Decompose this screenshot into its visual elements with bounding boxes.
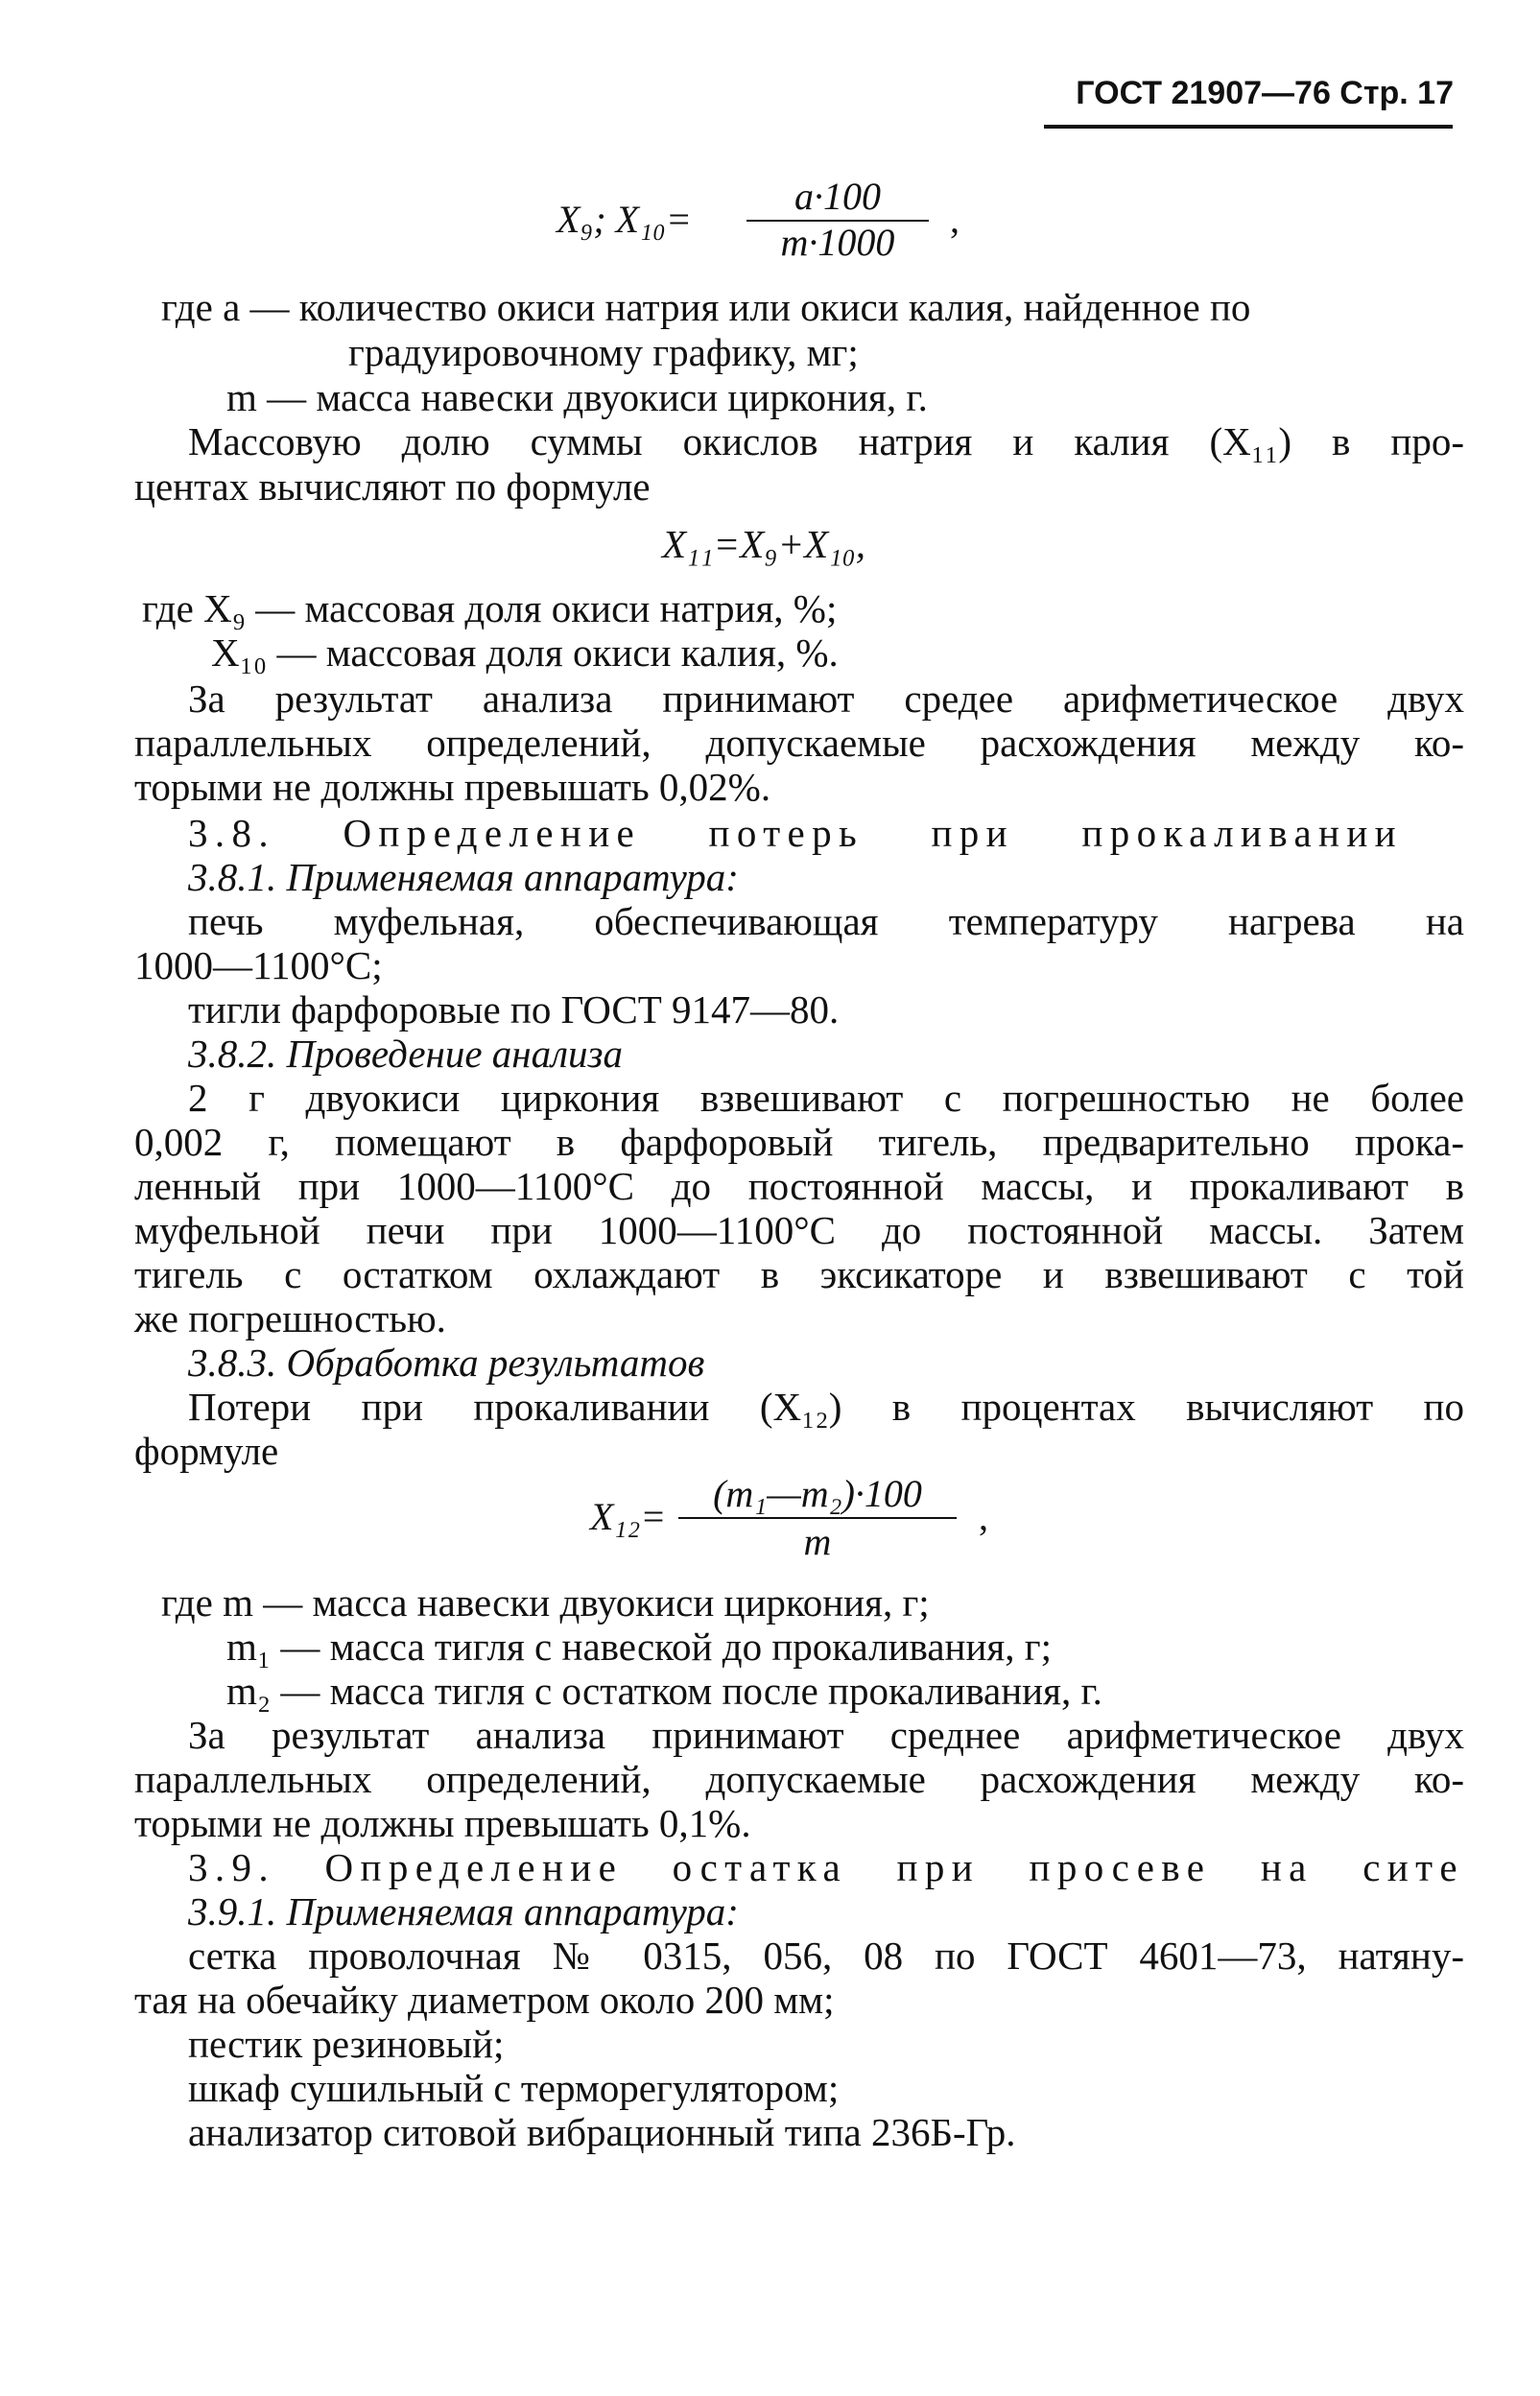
where-a-line1: где a — количество окиси натрия или окиси калия, найденное по (161, 285, 1251, 329)
section-3-9-1-line4: шкаф сушильный с терморегулятором; (188, 2066, 840, 2110)
formula-tail: , (950, 198, 960, 241)
section-3-8-3-line2: формуле (134, 1429, 279, 1473)
section-3-9-1-heading: 3.9.1. Применяемая аппаратура: (188, 1889, 739, 1933)
formula-x11: X₁₁=X₉+X₁₀, (662, 522, 865, 566)
section-3-8-1-line3: тигли фарфоровые по ГОСТ 9147—80. (188, 987, 840, 1032)
result1-line3: торыми не должны превышать 0,02%. (134, 765, 771, 809)
formula-denominator: m (803, 1520, 832, 1563)
section-3-9-1-line2: тая на обечайку диаметром около 200 мм; (134, 1978, 835, 2022)
where-m-line1: m — масса навески двуокиси циркония, г. (226, 375, 928, 419)
section-3-8-2-line5: тигель с остатком охлаждают в эксикаторе и взвешивают с той (134, 1252, 1464, 1296)
sum-text-line2: центах вычисляют по формуле (134, 464, 651, 509)
result2-line1: За результат анализа принимают среднее арифметическое двух (188, 1713, 1464, 1757)
section-3-8-1-heading: 3.8.1. Применяемая аппаратура: (188, 855, 739, 899)
result2-line3: торыми не должны превышать 0,1%. (134, 1801, 751, 1845)
formula-denominator: m·1000 (780, 221, 895, 264)
result1-line2: параллельных определений, допускаемые расхождения между ко- (134, 721, 1464, 765)
formula-numerator: a·100 (794, 175, 881, 218)
where-a-line2: градуировочному графику, мг; (348, 330, 859, 374)
where2-line2: m₁ — масса тигля с навеской до прокаливания, г; (226, 1625, 1052, 1669)
section-3-8-2-line1: 2 г двуокиси циркония взвешивают с погрешностью не более (188, 1076, 1464, 1120)
section-3-8-3-line1: Потери при прокаливании (X₁₂) в процентах вычисляют по (188, 1385, 1464, 1429)
formula-lhs: X₉; X₁₀= (557, 198, 692, 241)
section-3-9-1-line1: сетка проволочная № 0315, 056, 08 по ГОСТ 4601—73, натяну- (188, 1933, 1464, 1978)
section-3-9-heading: 3.9. Определение остатка при просеве на сите (188, 1845, 1464, 1889)
formula-x12 (590, 1473, 1070, 1569)
where-x9-line1: где X₉ — массовая доля окиси натрия, %; (142, 586, 838, 630)
section-3-8-3-heading: 3.8.3. Обработка результатов (188, 1340, 705, 1385)
sum-text-line1: Массовую долю суммы окислов натрия и калия (X₁₁) в про- (188, 419, 1464, 463)
where2-line1: где m — масса навески двуокиси циркония, г; (161, 1580, 930, 1625)
section-3-9-1-line3: пестик резиновый; (188, 2022, 505, 2066)
section-3-8-2-line4: муфельной печи при 1000—1100°С до постоянной массы. Затем (134, 1208, 1464, 1252)
header-rule (1044, 125, 1453, 129)
formula-x9-x10 (557, 175, 998, 264)
section-3-8-2-heading: 3.8.2. Проведение анализа (188, 1032, 624, 1076)
section-3-8-1-line2: 1000—1100°С; (134, 943, 383, 987)
formula-numerator: (m₁—m₂)·100 (713, 1472, 922, 1515)
formula-tail: , (979, 1495, 988, 1538)
section-3-8-heading: 3.8. Определение потерь при прокаливании (188, 811, 1403, 855)
section-3-8-2-line6: же погрешностью. (134, 1296, 446, 1340)
formula-lhs: X₁₂= (590, 1495, 667, 1538)
page-header: ГОСТ 21907—76 Стр. 17 (1076, 75, 1454, 111)
where-x10-line1: X₁₀ — массовая доля окиси калия, %. (211, 630, 839, 675)
where2-line3: m₂ — масса тигля с остатком после прокаливания, г. (226, 1669, 1102, 1713)
section-3-8-2-line3: ленный при 1000—1100°С до постоянной массы, и прокаливают в (134, 1164, 1464, 1208)
section-3-9-1-line5: анализатор ситовой вибрационный типа 236Б-Гр. (188, 2110, 1016, 2154)
section-3-8-1-line1: печь муфельная, обеспечивающая температуру нагрева на (188, 899, 1464, 943)
result2-line2: параллельных определений, допускаемые расхождения между ко- (134, 1757, 1464, 1801)
result1-line1: За результат анализа принимают средее арифметическое двух (188, 676, 1464, 721)
section-3-8-2-line2: 0,002 г, помещают в фарфоровый тигель, предварительно прока- (134, 1120, 1464, 1164)
